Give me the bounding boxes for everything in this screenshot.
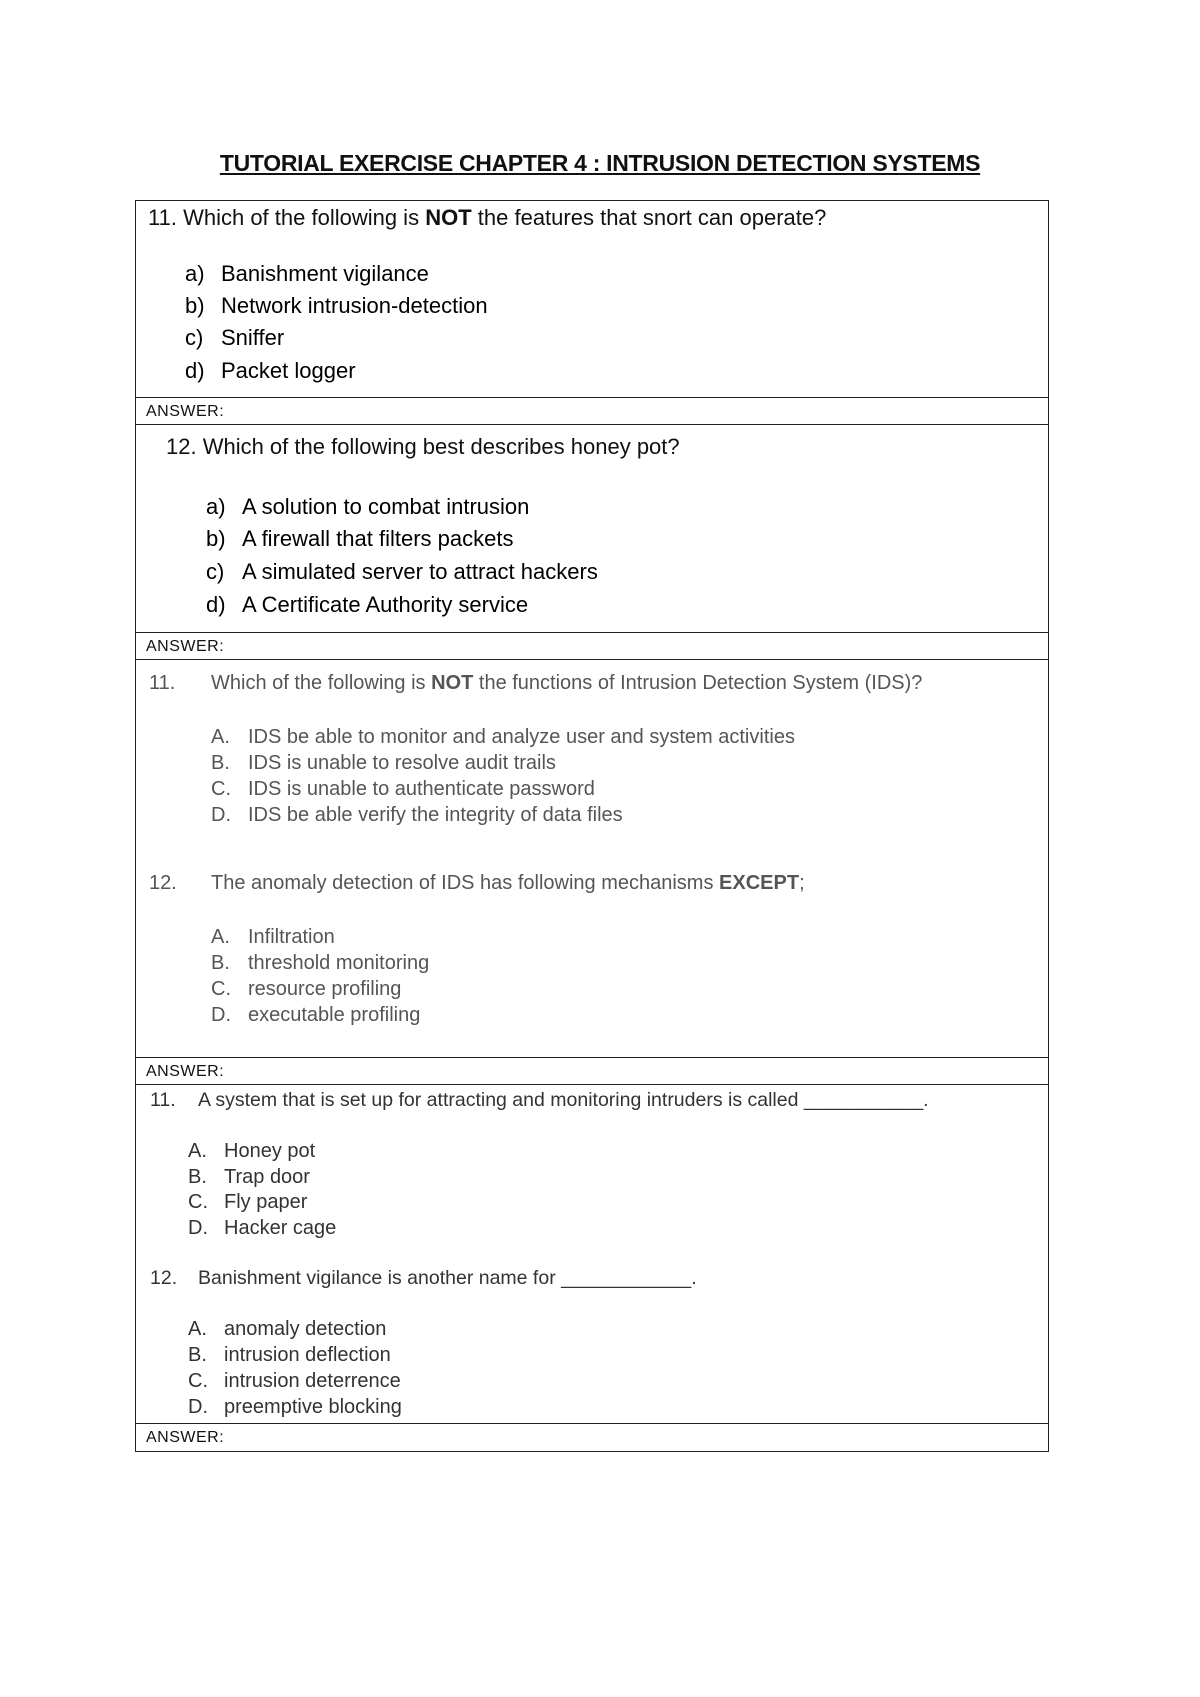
option-a: a) Banishment vigilance <box>185 261 429 286</box>
option-a: A. Infiltration <box>211 926 335 948</box>
option-c: C. intrusion deterrence <box>188 1370 401 1392</box>
option-c: C. resource profiling <box>211 978 402 1000</box>
answer-row-1[interactable]: ANSWER: <box>136 398 1048 425</box>
question-emphasis: NOT <box>431 672 474 694</box>
question-text: 12. The anomaly detection of IDS has following mechanisms EXCEPT; <box>149 872 805 894</box>
question-block-3 <box>136 660 1048 1058</box>
question-suffix: the features that snort can operate? <box>477 205 827 230</box>
option-b: B. Trap door <box>188 1166 310 1188</box>
option-a: a) A solution to combat intrusion <box>206 494 530 519</box>
option-b: B. intrusion deflection <box>188 1344 391 1366</box>
option-b: b) A firewall that filters packets <box>206 526 514 551</box>
answer-row-3[interactable]: ANSWER: <box>136 1058 1048 1085</box>
answer-row-4[interactable]: ANSWER: <box>146 1429 225 1446</box>
option-d: d) Packet logger <box>185 358 356 383</box>
option-c: c) Sniffer <box>185 325 285 350</box>
option-c: C. Fly paper <box>188 1191 308 1213</box>
option-d: D. Hacker cage <box>188 1217 337 1239</box>
question-text: 11. Which of the following is NOT the functions of Intrusion Detection System (IDS)? <box>149 672 923 694</box>
option-d: D. preemptive blocking <box>188 1396 402 1418</box>
option-a: A. anomaly detection <box>188 1318 387 1340</box>
question-text <box>148 205 826 231</box>
option-d: D. IDS be able verify the integrity of data files <box>211 804 623 826</box>
option-d: D. executable profiling <box>211 1004 421 1026</box>
answer-row-2[interactable]: ANSWER: <box>136 633 1048 660</box>
option-d: d) A Certificate Authority service <box>206 592 529 617</box>
option-a: A. IDS be able to monitor and analyze user and system activities <box>211 726 795 748</box>
question-text: 12. Banishment vigilance is another name for ____________. <box>150 1267 697 1289</box>
option-b: b) Network intrusion-detection <box>185 293 488 318</box>
option-c: C. IDS is unable to authenticate password <box>211 778 595 800</box>
question-prefix: Which of the following is <box>183 205 420 230</box>
question-block-1 <box>136 201 1048 398</box>
question-table <box>135 200 1049 1452</box>
option-c: c) A simulated server to attract hackers <box>206 559 598 584</box>
question-block-2 <box>136 425 1048 633</box>
question-text: 11. A system that is set up for attracting and monitoring intruders is called ___________. <box>150 1089 929 1111</box>
option-a: A. Honey pot <box>188 1140 316 1162</box>
question-emphasis: EXCEPT <box>719 872 800 894</box>
question-text: 12. Which of the following best describes honey pot? <box>166 434 680 459</box>
question-number: 11. <box>148 205 177 230</box>
option-b: B. threshold monitoring <box>211 952 430 974</box>
page-title: TUTORIAL EXERCISE CHAPTER 4 : INTRUSION DETECTION SYSTEMS <box>219 150 981 176</box>
question-block-4 <box>136 1085 1048 1424</box>
option-b: B. IDS is unable to resolve audit trails <box>211 752 556 774</box>
question-emphasis: NOT <box>425 205 472 230</box>
